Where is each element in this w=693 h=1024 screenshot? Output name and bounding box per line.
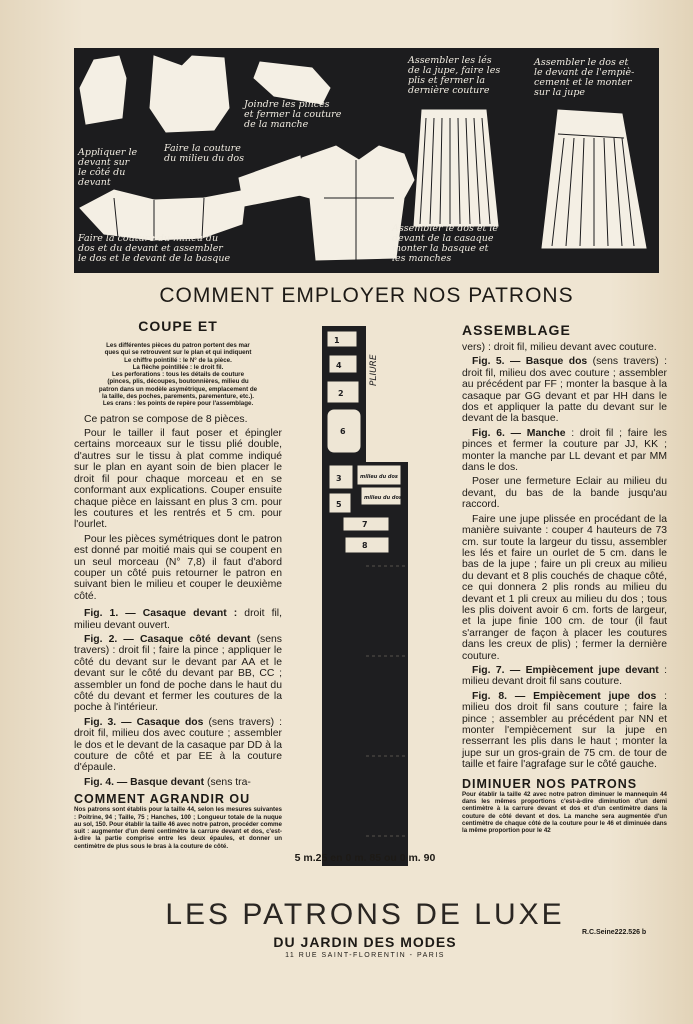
fig-2: Fig. 2. — Casaque côté devant (sens travers) : droit fil ; faire la pince ; appliquer le côté du devant sur le devant par AA et le devant sur le côté du devant par BB, CC ; assembler un fond de poche dans le haut du côté du devant et fermer les coutures de la poche à l'intérieur.	[74, 633, 282, 714]
caption-skirt: Assembler les lés de la jupe, faire les plis et fermer la dernière couture	[408, 55, 501, 96]
agrandir-text: Nos patrons sont établis pour la taille 44, selon les mesures suivantes : Poitrine, 94 ; Taille, 75 ; Hanches, 100 ; Longueur totale de la nuque au sol, 150. Pour établir la taille 46 avec notre patron, procéder comme suit : augmenter d'un demi centimètre la carrure devant et dos, c'est-à-dire la partie comprise entre les deux épaules, et donner un centimètre de plus sous le bras à la couture de côté.	[74, 806, 282, 850]
left-column	[74, 318, 282, 850]
label-2: 2	[338, 389, 344, 398]
fabric-strip	[322, 326, 366, 866]
cutting-layout	[322, 326, 412, 866]
paragraph: Pour les pièces symétriques dont le patron est donné par moitié mais qui se coupent en un seul morceau (N° 7,8) il faut d'abord couper un côté puis retourner le patron en suivant bien le milieu et couper le deuxième côté.	[74, 533, 282, 602]
piece-1	[328, 332, 356, 346]
fig-3: Fig. 3. — Casaque dos (sens travers) : droit fil, milieu dos avec couture ; assembler le dos et le devant de la casaque par DD à la couture de côté et par EE à la couture d'épaule.	[74, 716, 283, 774]
caption-sleeve: Joindre les pinces et fermer la couture de la manche	[244, 99, 342, 130]
legend-line: Le chiffre pointillé : le N° de la pièce.	[124, 356, 232, 364]
caption-peplum: Faire la couture du milieu du dos et du devant et assembler le dos et le devant de la basque	[78, 233, 231, 264]
legend-line: Les différentes pièces du patron portent des mar	[106, 342, 250, 349]
fig-4: Fig. 4. — Basque devant (sens tra-	[84, 776, 251, 788]
fig-6: Fig. 6. — Manche : droit fil ; faire les pinces et fermer la couture par JJ, KK ; monter la manche par LL devant et par MM dans le dos.	[462, 427, 668, 474]
label-4: 4	[336, 361, 342, 370]
caption-back: Faire la couture du milieu du dos	[164, 143, 244, 164]
label-back-b: milieu du dos	[364, 495, 402, 501]
caption-front: Appliquer le devant sur le côté du devant	[78, 147, 138, 188]
agrandir-heading: COMMENT AGRANDIR OU	[74, 792, 251, 807]
diminuer-text: Pour établir la taille 42 avec notre patron diminuer le mannequin 44 dans les mêmes proportions c'est-à-dire diminution d'un demi centimètre à la carrure devant et dos et d'un centimètre dans la couture de côté devant et dos. La manche sera augmentée d'un centimètre de chaque côté de la couture pour le 46 et diminuée dans la même proportion pour le 42	[462, 790, 667, 835]
legend-line: patron dans un modèle asymétrique, emplacement de	[98, 385, 258, 393]
sleeve-piece	[254, 62, 330, 104]
fig-7: Fig. 7. — Empiècement jupe devant : milieu devant droit fil sans couture.	[462, 664, 667, 688]
label-8: 8	[362, 541, 368, 550]
page-title: COMMENT EMPLOYER NOS PATRONS	[159, 284, 574, 307]
legend-line: la taille, des poches, parements, parementure, etc.).	[102, 393, 254, 401]
label-6: 6	[340, 427, 346, 436]
paragraph: Faire une jupe plissée en procédant de la manière suivante : couper 4 hauteurs de 73 cm. sur toute la largeur du tissu, assembler les lés et faire un ourlet de 5 cm. dans le bas de la jupe ; faire un pli creux au milieu du devant et 8 plis couchés de chaque côté, ce qui donnera 2 plis ronds au milieu du devant et 1 pli creux au milieu du dos ; tous les plis doivent avoir 6 cm. forts de largeur, et la jupe finie 100 cm. de tour (il faut s'arranger de façon à placer les coutures dans les creux de plis) ; fermer la dernière couture.	[462, 513, 667, 662]
paragraph: vers) : droit fil, milieu devant avec couture.	[462, 342, 657, 353]
bodice-piece-back	[150, 56, 229, 132]
legend-line: Les crans : les points de repère pour l'assemblage.	[102, 400, 254, 408]
label-5: 5	[336, 500, 342, 509]
assemblage-heading: ASSEMBLAGE	[462, 322, 571, 338]
brand-address: 11 RUE SAINT-FLORENTIN - PARIS	[285, 952, 445, 959]
label-1: 1	[334, 336, 340, 345]
fig-5: Fig. 5. — Basque dos (sens travers) : droit fil, milieu dos avec couture ; assembler au précédent par FF ; monter la basque à la casaque par GG devant et par HH dans le dos et appliquer la patte du devant sur le devant de la basque.	[462, 356, 667, 425]
legend	[74, 342, 282, 408]
paragraph: Ce patron se compose de 8 pièces.	[84, 413, 248, 425]
label-3: 3	[336, 474, 342, 483]
legend-line: ques qui se retrouvent sur le plan et qui indiquent	[104, 349, 252, 357]
fold-label: PLIURE	[369, 354, 379, 386]
registration-number: R.C.Seine222.526 b	[582, 929, 647, 936]
legend-line: (pinces, plis, découpes, boutonnières, milieu du	[107, 378, 249, 386]
piece-4	[330, 356, 356, 372]
coupe-heading: COUPE ET	[138, 318, 218, 334]
label-back-a: milieu du dos	[360, 474, 398, 480]
caption-jacket: Assembler le dos et le devant de la casaque monter la basque et les manches	[392, 223, 499, 264]
instruction-illustration	[74, 48, 659, 273]
fabric-measure: 5 m.25 en 0 m. 85 ou 0 m. 90	[294, 852, 436, 864]
legend-line: La flèche pointillée : le droit fil.	[132, 363, 224, 371]
coupe-text	[74, 414, 282, 789]
fig-8: Fig. 8. — Empiècement jupe dos : milieu dos droit fil sans couture ; faire la pince ; assembler au précédent par NN et monter l'empiècement sur la jupe en resserrant les plis dans le haut ; monter la jupe sur un gros-grain de 75 cm. de tour de taille et faire l'agrafage sur le côté gauche.	[462, 690, 668, 771]
legend-line: Les perforations : tous les détails de couture	[111, 371, 245, 379]
paragraph: Poser une fermeture Eclair au milieu du devant, du bas de la bande jusqu'au raccord.	[462, 476, 667, 511]
caption-yoke: Assembler le dos et le devant de l'empiè- cement et le monter sur la jupe	[534, 57, 635, 98]
paragraph: Pour le tailler il faut poser et épingler certains morceaux sur le tissu plié double, d'autres sur le tissu à plat comme indiqué sur le plan en ayant soin de bien placer le droit fil pour chaque morceau et en se conformant aux explications. Couper ensuite chaque pièce en laissant en plus 3 cm. pour les coutures et les rentrés et 5 cm. pour l'ourlet.	[74, 428, 282, 531]
diminuer-heading: DIMINUER NOS PATRONS	[462, 776, 638, 791]
bodice-piece-front	[80, 56, 126, 124]
fig-1: Fig. 1. — Casaque devant : droit fil, milieu devant ouvert.	[74, 608, 282, 631]
assemblage-text	[462, 342, 667, 771]
right-column	[462, 322, 667, 834]
brand-logo: LES PATRONS DE LUXE	[165, 898, 565, 931]
label-7: 7	[362, 520, 368, 529]
brand-subtitle: DU JARDIN DES MODES	[273, 934, 457, 950]
